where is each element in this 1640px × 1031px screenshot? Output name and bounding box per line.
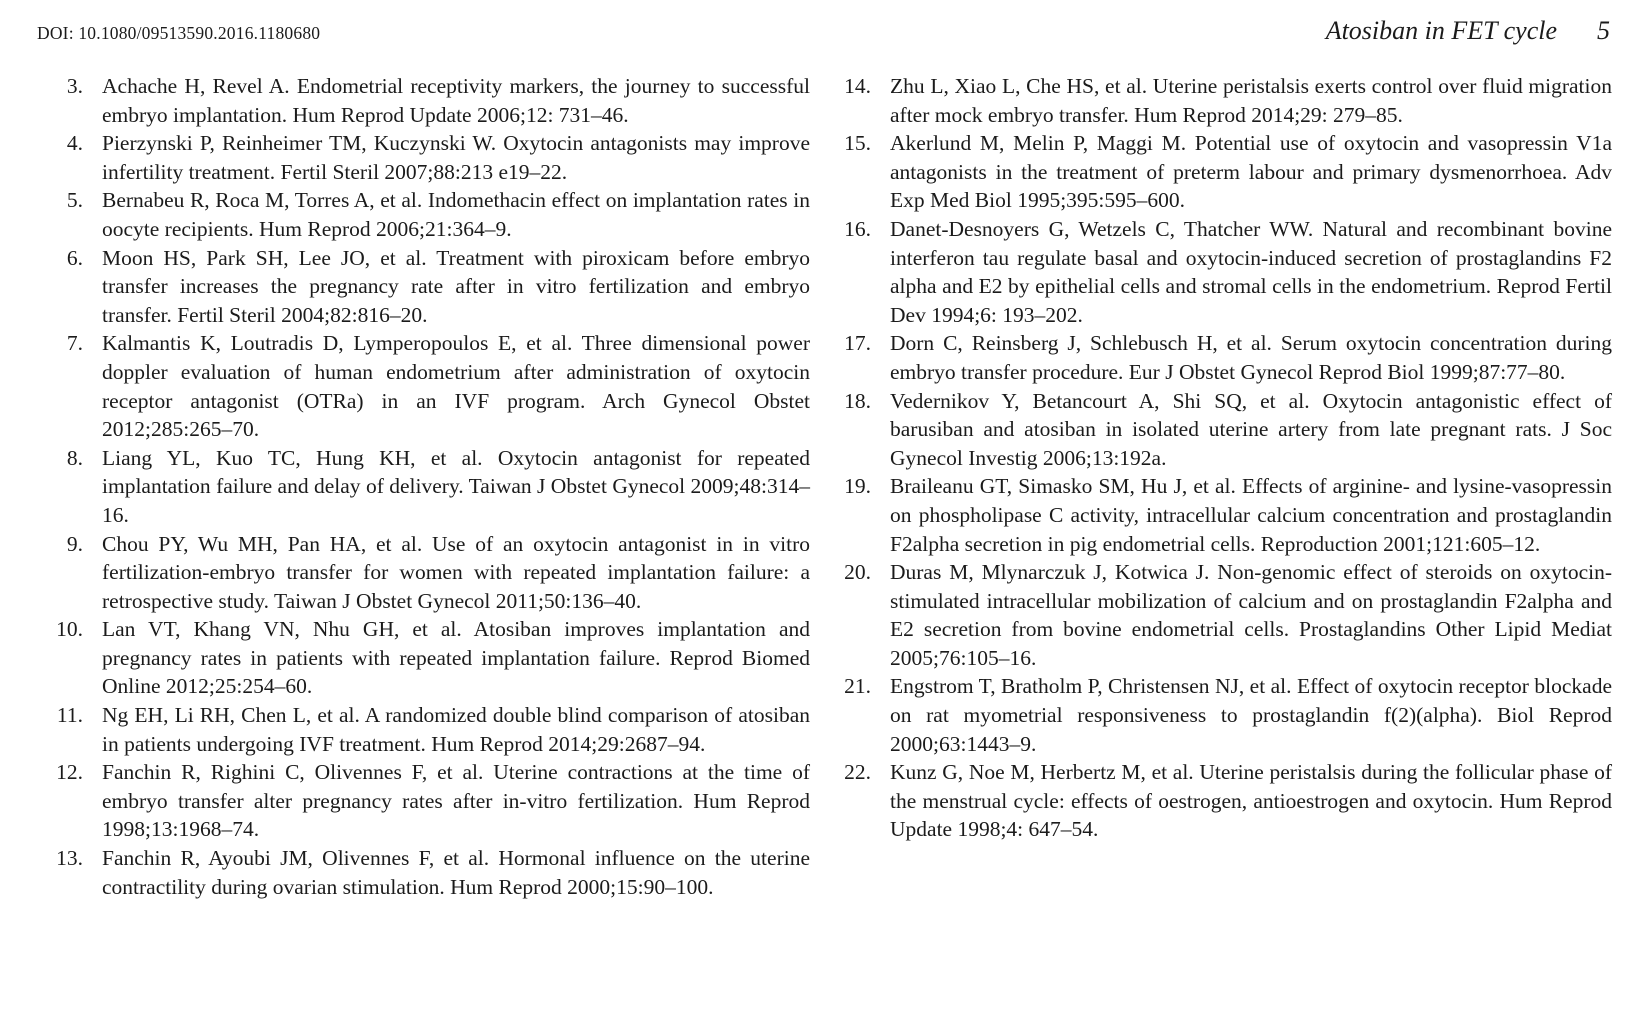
reference-text: Moon HS, Park SH, Lee JO, et al. Treatment with piroxicam before embryo transfer increases the pregnancy rate after in vitro fertilization and embryo transfer. Fertil Steril 2004;82:816–20. xyxy=(102,245,810,327)
reference-text: Chou PY, Wu MH, Pan HA, et al. Use of an oxytocin antagonist in in vitro fertilization-embryo transfer for women with repeated implantation failure: a retrospective study. Taiwan J Obstet Gynecol 2011;50:136–40. xyxy=(102,531,810,613)
reference-text: Danet-Desnoyers G, Wetzels C, Thatcher WW. Natural and recombinant bovine interferon tau regulate basal and oxytocin-induced secretion of prostaglandins F2 alpha and E2 by epithelial cells and stromal cells in the endometrium. Reprod Fertil Dev 1994;6: 193–202. xyxy=(890,216,1612,327)
reference-text: Achache H, Revel A. Endometrial receptivity markers, the journey to successful embryo implantation. Hum Reprod Update 2006;12: 731–46. xyxy=(102,74,810,127)
reference-number: 3. xyxy=(66,74,83,98)
reference-item xyxy=(44,129,810,186)
reference-text: Fanchin R, Righini C, Olivennes F, et al. Uterine contractions at the time of embryo transfer alter pregnancy rates after in-vitro fertilization. Hum Reprod 1998;13:1968–74. xyxy=(102,760,810,842)
reference-number: 21. xyxy=(844,674,871,699)
reference-text: Dorn C, Reinsberg J, Schlebusch H, et al. Serum oxytocin concentration during embryo transfer procedure. Eur J Obstet Gynecol Reprod Biol 1999;87:77–80. xyxy=(890,331,1612,384)
reference-item xyxy=(832,215,1612,329)
reference-item xyxy=(44,72,810,129)
reference-text: Ng EH, Li RH, Chen L, et al. A randomized double blind comparison of atosiban in patients undergoing IVF treatment. Hum Reprod 2014;29:2687–94. xyxy=(102,703,810,756)
reference-item xyxy=(44,244,810,330)
reference-item xyxy=(44,701,810,758)
reference-text: Kalmantis K, Loutradis D, Lymperopoulos E, et al. Three dimensional power doppler evaluation of human endometrium after administration of oxytocin receptor antagonist (OTRa) in an IVF program. Arch Gynecol Obstet 2012;285:265–70. xyxy=(102,331,810,442)
reference-text: Liang YL, Kuo TC, Hung KH, et al. Oxytocin antagonist for repeated implantation failure and delay of delivery. Taiwan J Obstet Gynecol 2009;48:314–16. xyxy=(102,445,810,527)
running-head-group xyxy=(1326,16,1610,46)
reference-text: Engstrom T, Bratholm P, Christensen NJ, et al. Effect of oxytocin receptor blockade on rat myometrial responsiveness to prostaglandin f(2)(alpha). Biol Reprod 2000;63:1443–9. xyxy=(890,674,1612,756)
reference-text: Akerlund M, Melin P, Maggi M. Potential use of oxytocin and vasopressin V1a antagonists in the treatment of preterm labour and primary dysmenorrhoea. Adv Exp Med Biol 1995;395:595–600. xyxy=(890,131,1612,213)
reference-number: 4. xyxy=(66,131,83,156)
reference-item xyxy=(832,558,1612,672)
reference-number: 14. xyxy=(844,74,871,98)
references-column-right xyxy=(832,72,1612,901)
reference-number: 7. xyxy=(66,331,83,356)
reference-number: 10. xyxy=(56,617,83,642)
reference-item xyxy=(44,844,810,901)
reference-number: 17. xyxy=(844,331,871,356)
reference-item xyxy=(44,615,810,701)
reference-item xyxy=(832,129,1612,215)
reference-text: Lan VT, Khang VN, Nhu GH, et al. Atosiban improves implantation and pregnancy rates in patients with repeated implantation failure. Reprod Biomed Online 2012;25:254–60. xyxy=(102,617,810,699)
reference-item xyxy=(832,758,1612,844)
reference-number: 15. xyxy=(844,131,871,156)
references-column-left xyxy=(44,72,810,901)
reference-item xyxy=(44,329,810,443)
doi-text: DOI: 10.1080/09513590.2016.1180680 xyxy=(37,23,321,43)
reference-item xyxy=(44,444,810,530)
reference-number: 5. xyxy=(66,188,83,213)
reference-number: 18. xyxy=(844,388,871,413)
reference-number: 12. xyxy=(56,760,83,785)
reference-item xyxy=(44,186,810,243)
reference-number: 22. xyxy=(844,760,871,785)
reference-text: Bernabeu R, Roca M, Torres A, et al. Indomethacin effect on implantation rates in oocyte recipients. Hum Reprod 2006;21:364–9. xyxy=(102,188,810,241)
reference-text: Kunz G, Noe M, Herbertz M, et al. Uterine peristalsis during the follicular phase of the menstrual cycle: effects of oestrogen, antioestrogen and oxytocin. Hum Reprod Update 1998;4: 647–54. xyxy=(890,760,1612,842)
reference-text: Braileanu GT, Simasko SM, Hu J, et al. Effects of arginine- and lysine-vasopressin on phospholipase C activity, intracellular calcium concentration and prostaglandin F2alpha secretion in pig endometrial cells. Reproduction 2001;121:605–12. xyxy=(890,474,1612,556)
reference-item xyxy=(832,672,1612,758)
page-number: 5 xyxy=(1597,16,1610,45)
reference-text: Vedernikov Y, Betancourt A, Shi SQ, et al. Oxytocin antagonistic effect of barusiban and atosiban in isolated uterine artery from late pregnant rats. J Soc Gynecol Investig 2006;13:192a. xyxy=(890,388,1612,470)
reference-number: 20. xyxy=(844,560,871,585)
reference-number: 13. xyxy=(56,846,83,871)
reference-text: Pierzynski P, Reinheimer TM, Kuczynski W. Oxytocin antagonists may improve infertility treatment. Fertil Steril 2007;88:213 e19–22. xyxy=(102,131,810,184)
reference-text: Duras M, Mlynarczuk J, Kotwica J. Non-genomic effect of steroids on oxytocin-stimulated intracellular mobilization of calcium and on prostaglandin F2alpha and E2 secretion from bovine endometrial cells. Prostaglandins Other Lipid Mediat 2005;76:105–16. xyxy=(890,560,1612,670)
page-header xyxy=(37,16,1610,46)
reference-item xyxy=(832,72,1612,129)
reference-number: 8. xyxy=(66,445,83,470)
reference-item xyxy=(832,387,1612,473)
reference-item xyxy=(832,329,1612,386)
reference-number: 19. xyxy=(844,474,871,499)
reference-number: 9. xyxy=(66,531,83,556)
running-title: Atosiban in FET cycle xyxy=(1325,16,1557,45)
references-section xyxy=(44,72,1612,901)
reference-text: Zhu L, Xiao L, Che HS, et al. Uterine peristalsis exerts control over fluid migration after mock embryo transfer. Hum Reprod 2014;29: 279–85. xyxy=(890,74,1612,127)
reference-number: 11. xyxy=(56,703,83,728)
reference-text: Fanchin R, Ayoubi JM, Olivennes F, et al. Hormonal influence on the uterine contractility during ovarian stimulation. Hum Reprod 2000;15:90–100. xyxy=(102,846,810,899)
reference-number: 6. xyxy=(66,245,83,270)
reference-item xyxy=(44,530,810,616)
reference-number: 16. xyxy=(844,216,871,241)
reference-item xyxy=(832,472,1612,558)
reference-item xyxy=(44,758,810,844)
